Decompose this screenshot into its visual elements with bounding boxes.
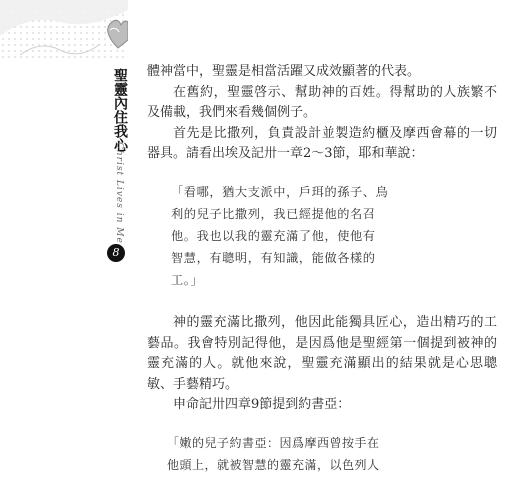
paragraph-4: 神的靈充滿比撒列，他因此能獨具匠心，造出精巧的工藝品。我會特別記得他，是因爲他是聖經第一個提到被神的靈充滿的人。就他來說，聖靈充滿顯出的結果就是心思聰敏、手藝精巧。 [147, 314, 497, 392]
quote-line: 利的兒子比撒列，我已經提他的名召 [171, 206, 376, 221]
block-quote-1 [147, 181, 497, 291]
paragraph-1: 體神當中，聖靈是相當活躍又成效顯著的代表。 [147, 64, 421, 79]
sidebar-title: 聖靈內住我心 [112, 68, 128, 152]
quote-line: 智慧，有聰明，有知識，能做各樣的 [171, 250, 376, 265]
sidebar-script-text: Christ Lives in Me [114, 142, 124, 244]
quote-line: 他頭上，就被智慧的靈充滿，以色列人 [167, 457, 380, 472]
block-quote-2 [147, 432, 497, 476]
quote-line: 「看哪，猶大支派中，戶珥的孫子、烏 [171, 184, 389, 199]
page-content [147, 62, 497, 476]
paragraph-5: 申命記卅四章9節提到約書亞： [173, 397, 351, 413]
lace-heart-decoration [0, 0, 128, 70]
paragraph-2: 在舊約，聖靈啓示、幫助神的百姓。得幫助的人族繁不及備載，我們來看幾個例子。 [147, 84, 497, 121]
sidebar [0, 0, 128, 500]
quote-line: 工。」 [171, 272, 204, 287]
quote-line: 他。我也以我的靈充滿了他，使他有 [171, 228, 376, 243]
quote-line: 「嫩的兒子約書亞：因爲摩西曾按手在 [167, 435, 380, 450]
page-number: 8 [107, 244, 125, 262]
paragraph-3: 首先是比撒列，負責設計並製造約櫃及摩西會幕的一切器具。請看出埃及記卅一章2～3節，耶和華說： [147, 125, 497, 162]
